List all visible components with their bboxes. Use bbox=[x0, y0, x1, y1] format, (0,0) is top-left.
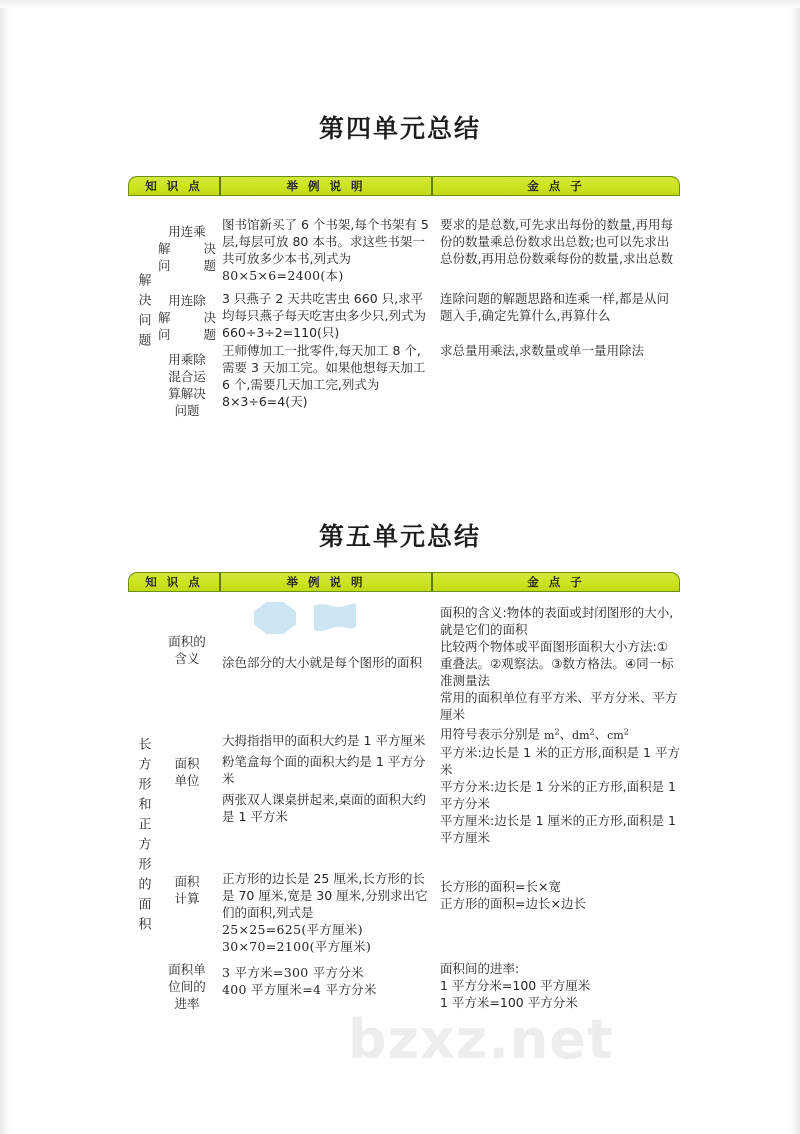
unit-5-tips-line-2: 比较两个物体或平面图形面积大小方法:①重叠法。②观察法。③数方格法。④同一标准测量法 bbox=[440, 639, 674, 688]
unit-4-row-3-subtopic-line-4: 问题 bbox=[174, 403, 200, 418]
unit-5-tips-symbol-line: 用符号表示分别是 $m^2$、$dm^2$、$cm^2$ bbox=[440, 726, 629, 742]
unit-4-row-1-example bbox=[222, 216, 432, 284]
page-edge-shadow-left bbox=[0, 0, 10, 1134]
unit-5-row-3-formula-2: 30×70=2100(平方厘米) bbox=[222, 939, 372, 954]
column-header-knowledge: 知 识 点 bbox=[129, 177, 221, 195]
unit-5-row-3-formula-1: 25×25=625(平方厘米) bbox=[222, 922, 363, 937]
unit-5-tips-block-1 bbox=[440, 604, 680, 846]
unit-4-row-2-tips: 连除问题的解题思路和连乘一样,都是从问题入手,确定先算什么,再算什么 bbox=[440, 291, 669, 323]
unit-5-row-4-example bbox=[222, 964, 432, 998]
unit-4-row-2-subtopic-line-2: 解 决 bbox=[158, 309, 216, 325]
unit-5-row-1-example: 涂色部分的大小就是每个图形的面积 bbox=[222, 655, 423, 670]
unit-4-row-2-subtopic bbox=[158, 289, 220, 345]
unit-4-row-1-tips: 要求的是总数,可先求出每份的数量,再用每份的数量乘总份数求出总数;也可以先求出总份数,再用总份数乘每份的数量,求出总数 bbox=[440, 217, 673, 266]
unit-5-title: 第五单元总结 bbox=[318, 521, 481, 551]
unit-5-tips-conversion-line-2: 1 平方米=100 平方分米 bbox=[440, 995, 578, 1010]
unit-5-row-3-subtopic bbox=[158, 870, 220, 910]
unit-4-row-3-subtopic-line-3: 算解决 bbox=[168, 386, 206, 401]
unit-5-tips-line-3: 常用的面积单位有平方米、平方分米、平方厘米 bbox=[440, 690, 678, 722]
unit-5-row-1-subtopic bbox=[158, 630, 220, 670]
unit-5-row-4-formula-1: 3 平方米=300 平方分米 bbox=[222, 965, 364, 980]
unit-5-row-2-example-line-3: 两张双人课桌拼起来,桌面的面积大约是 1 平方米 bbox=[222, 792, 426, 824]
unit-5-row-4-subtopic-line-2: 位间的 bbox=[168, 978, 206, 994]
column-header-example: 举 例 说 明 bbox=[221, 573, 433, 591]
unit-5-tips-symbol-prefix: 用符号表示分别是 bbox=[440, 726, 541, 742]
unit-5-tips-conversion-line-1: 1 平方分米=100 平方厘米 bbox=[440, 978, 591, 993]
unit-4-row-2-example: 3 只燕子 2 天共吃害虫 660 只,求平均每只燕子每天吃害虫多少只,列式为 660÷3÷2=110(只) bbox=[222, 291, 426, 340]
unit-4-table-body bbox=[128, 196, 680, 418]
unit-4-topic-label: 解决问题 bbox=[135, 273, 151, 353]
unit-5-row-3-subtopic-line-2: 计算 bbox=[174, 891, 200, 906]
unit-5-table bbox=[128, 572, 680, 1048]
unit-5-row-2-example-line-2: 粉笔盒每个面的面积大约是 1 平方分米 bbox=[222, 754, 426, 786]
table-header-row bbox=[128, 176, 680, 196]
unit-5-tips-conversion-title: 面积间的进率: bbox=[440, 961, 520, 976]
area-meaning-shapes bbox=[254, 602, 404, 636]
unit-5-tips-area-formula-square: 正方形的面积=边长×边长 bbox=[440, 896, 586, 911]
unit-4-row-3-subtopic-line-2: 混合运 bbox=[168, 369, 206, 384]
unit-5-row-2-subtopic-line-2: 单位 bbox=[174, 773, 200, 788]
unit-5-tips-area-formula-rectangle: 长方形的面积=长×宽 bbox=[440, 879, 561, 894]
unit-4-row-3-subtopic-line-1: 用乘除 bbox=[168, 352, 206, 367]
page-edge-shadow-top bbox=[0, 0, 800, 8]
unit-5-tips-line-5: 平方分米:边长是 1 分米的正方形,面积是 1 平方分米 bbox=[440, 778, 677, 811]
unit-5-tips-block-3 bbox=[440, 960, 680, 1011]
unit-5-row-4-formula-2: 400 平方厘米=4 平方分米 bbox=[222, 982, 377, 997]
unit-5-row-4-subtopic-line-3: 进率 bbox=[174, 995, 200, 1011]
unit-5-row-3-subtopic-line-1: 面积 bbox=[174, 874, 200, 889]
unit-4-row-1-subtopic-line-3: 问 题 bbox=[158, 257, 216, 273]
unit-4-table bbox=[128, 176, 680, 418]
site-watermark: bzxz.net bbox=[348, 1008, 614, 1071]
unit-4-row-3-example: 王师傅加工一批零件,每天加工 8 个,需要 3 天加工完。如果他想每天加工 6 个,需要几天加工完,列式为 8×3÷6=4(天) bbox=[222, 343, 426, 409]
column-header-knowledge: 知 识 点 bbox=[129, 573, 221, 591]
octagon-shape-icon bbox=[254, 602, 296, 634]
unit-5-row-1-subtopic-line-2: 含义 bbox=[174, 651, 200, 666]
unit-5-tips-line-1: 面积的含义:物体的表面或封闭图形的大小,就是它们的面积 bbox=[440, 605, 674, 637]
unit-5-row-2-subtopic bbox=[158, 752, 220, 792]
unit-4-row-1-subtopic-line-2: 解 决 bbox=[158, 240, 216, 256]
unit-5-topic-label: 长方形和正方形的面积 bbox=[135, 737, 151, 937]
column-header-tips: 金 点 子 bbox=[527, 179, 585, 193]
table-header-row bbox=[128, 572, 680, 592]
unit-4-row-2-subtopic-line-1: 用连除 bbox=[168, 292, 206, 308]
unit-5-tips-block-2 bbox=[440, 878, 680, 912]
unit-5-table-body bbox=[128, 592, 680, 1048]
unit-symbol-dm2: $dm^2$ bbox=[572, 727, 595, 742]
unit-5-row-3-example bbox=[222, 870, 432, 955]
unit-5-row-2-subtopic-line-1: 面积 bbox=[174, 756, 200, 771]
unit-4-topic-cell bbox=[128, 218, 158, 408]
unit-5-row-4-subtopic-line-1: 面积单 bbox=[168, 961, 206, 977]
unit-4-title: 第四单元总结 bbox=[318, 113, 481, 143]
unit-5-topic-cell bbox=[128, 722, 158, 952]
unit-5-row-2-example bbox=[222, 732, 432, 825]
unit-5-row-3-example-text: 正方形的边长是 25 厘米,长方形的长是 70 厘米,宽是 30 厘米,分别求出它们的面积,列式是 bbox=[222, 871, 428, 920]
unit-4-row-1-subtopic-line-1: 用连乘 bbox=[168, 223, 206, 239]
unit-4-row-3-subtopic bbox=[158, 348, 220, 422]
unit-4-row-2-subtopic-line-3: 问 题 bbox=[158, 326, 216, 342]
unit-5-row-1-subtopic-line-1: 面积的 bbox=[168, 634, 206, 649]
unit-4-row-1-example-formula: 80×5×6=2400(本) bbox=[222, 268, 344, 283]
unit-5-row-4-subtopic bbox=[158, 958, 220, 1014]
page-edge-shadow-right bbox=[790, 0, 800, 1134]
column-header-tips: 金 点 子 bbox=[527, 575, 585, 589]
unit-5-tips-line-4: 平方米:边长是 1 米的正方形,面积是 1 平方米 bbox=[440, 744, 680, 777]
unit-5-tips-line-6: 平方厘米:边长是 1 厘米的正方形,面积是 1 平方厘米 bbox=[440, 812, 677, 845]
unit-4-row-1-subtopic bbox=[158, 218, 220, 278]
unit-5-row-2-example-line-1: 大拇指指甲的面积大约是 1 平方厘米 bbox=[222, 733, 426, 748]
unit-symbol-cm2: $cm^2$ bbox=[607, 727, 629, 742]
column-header-example: 举 例 说 明 bbox=[221, 177, 433, 195]
unit-4-row-3-tips: 求总量用乘法,求数量或单一量用除法 bbox=[440, 343, 644, 358]
unit-4-row-1-example-text: 图书馆新买了 6 个书架,每个书架有 5 层,每层可放 80 本书。求这些书架一共可放多少本书,列式为 bbox=[222, 217, 429, 266]
unit-symbol-m2: $m^2$ bbox=[544, 727, 560, 742]
wave-shape-icon bbox=[312, 602, 358, 634]
